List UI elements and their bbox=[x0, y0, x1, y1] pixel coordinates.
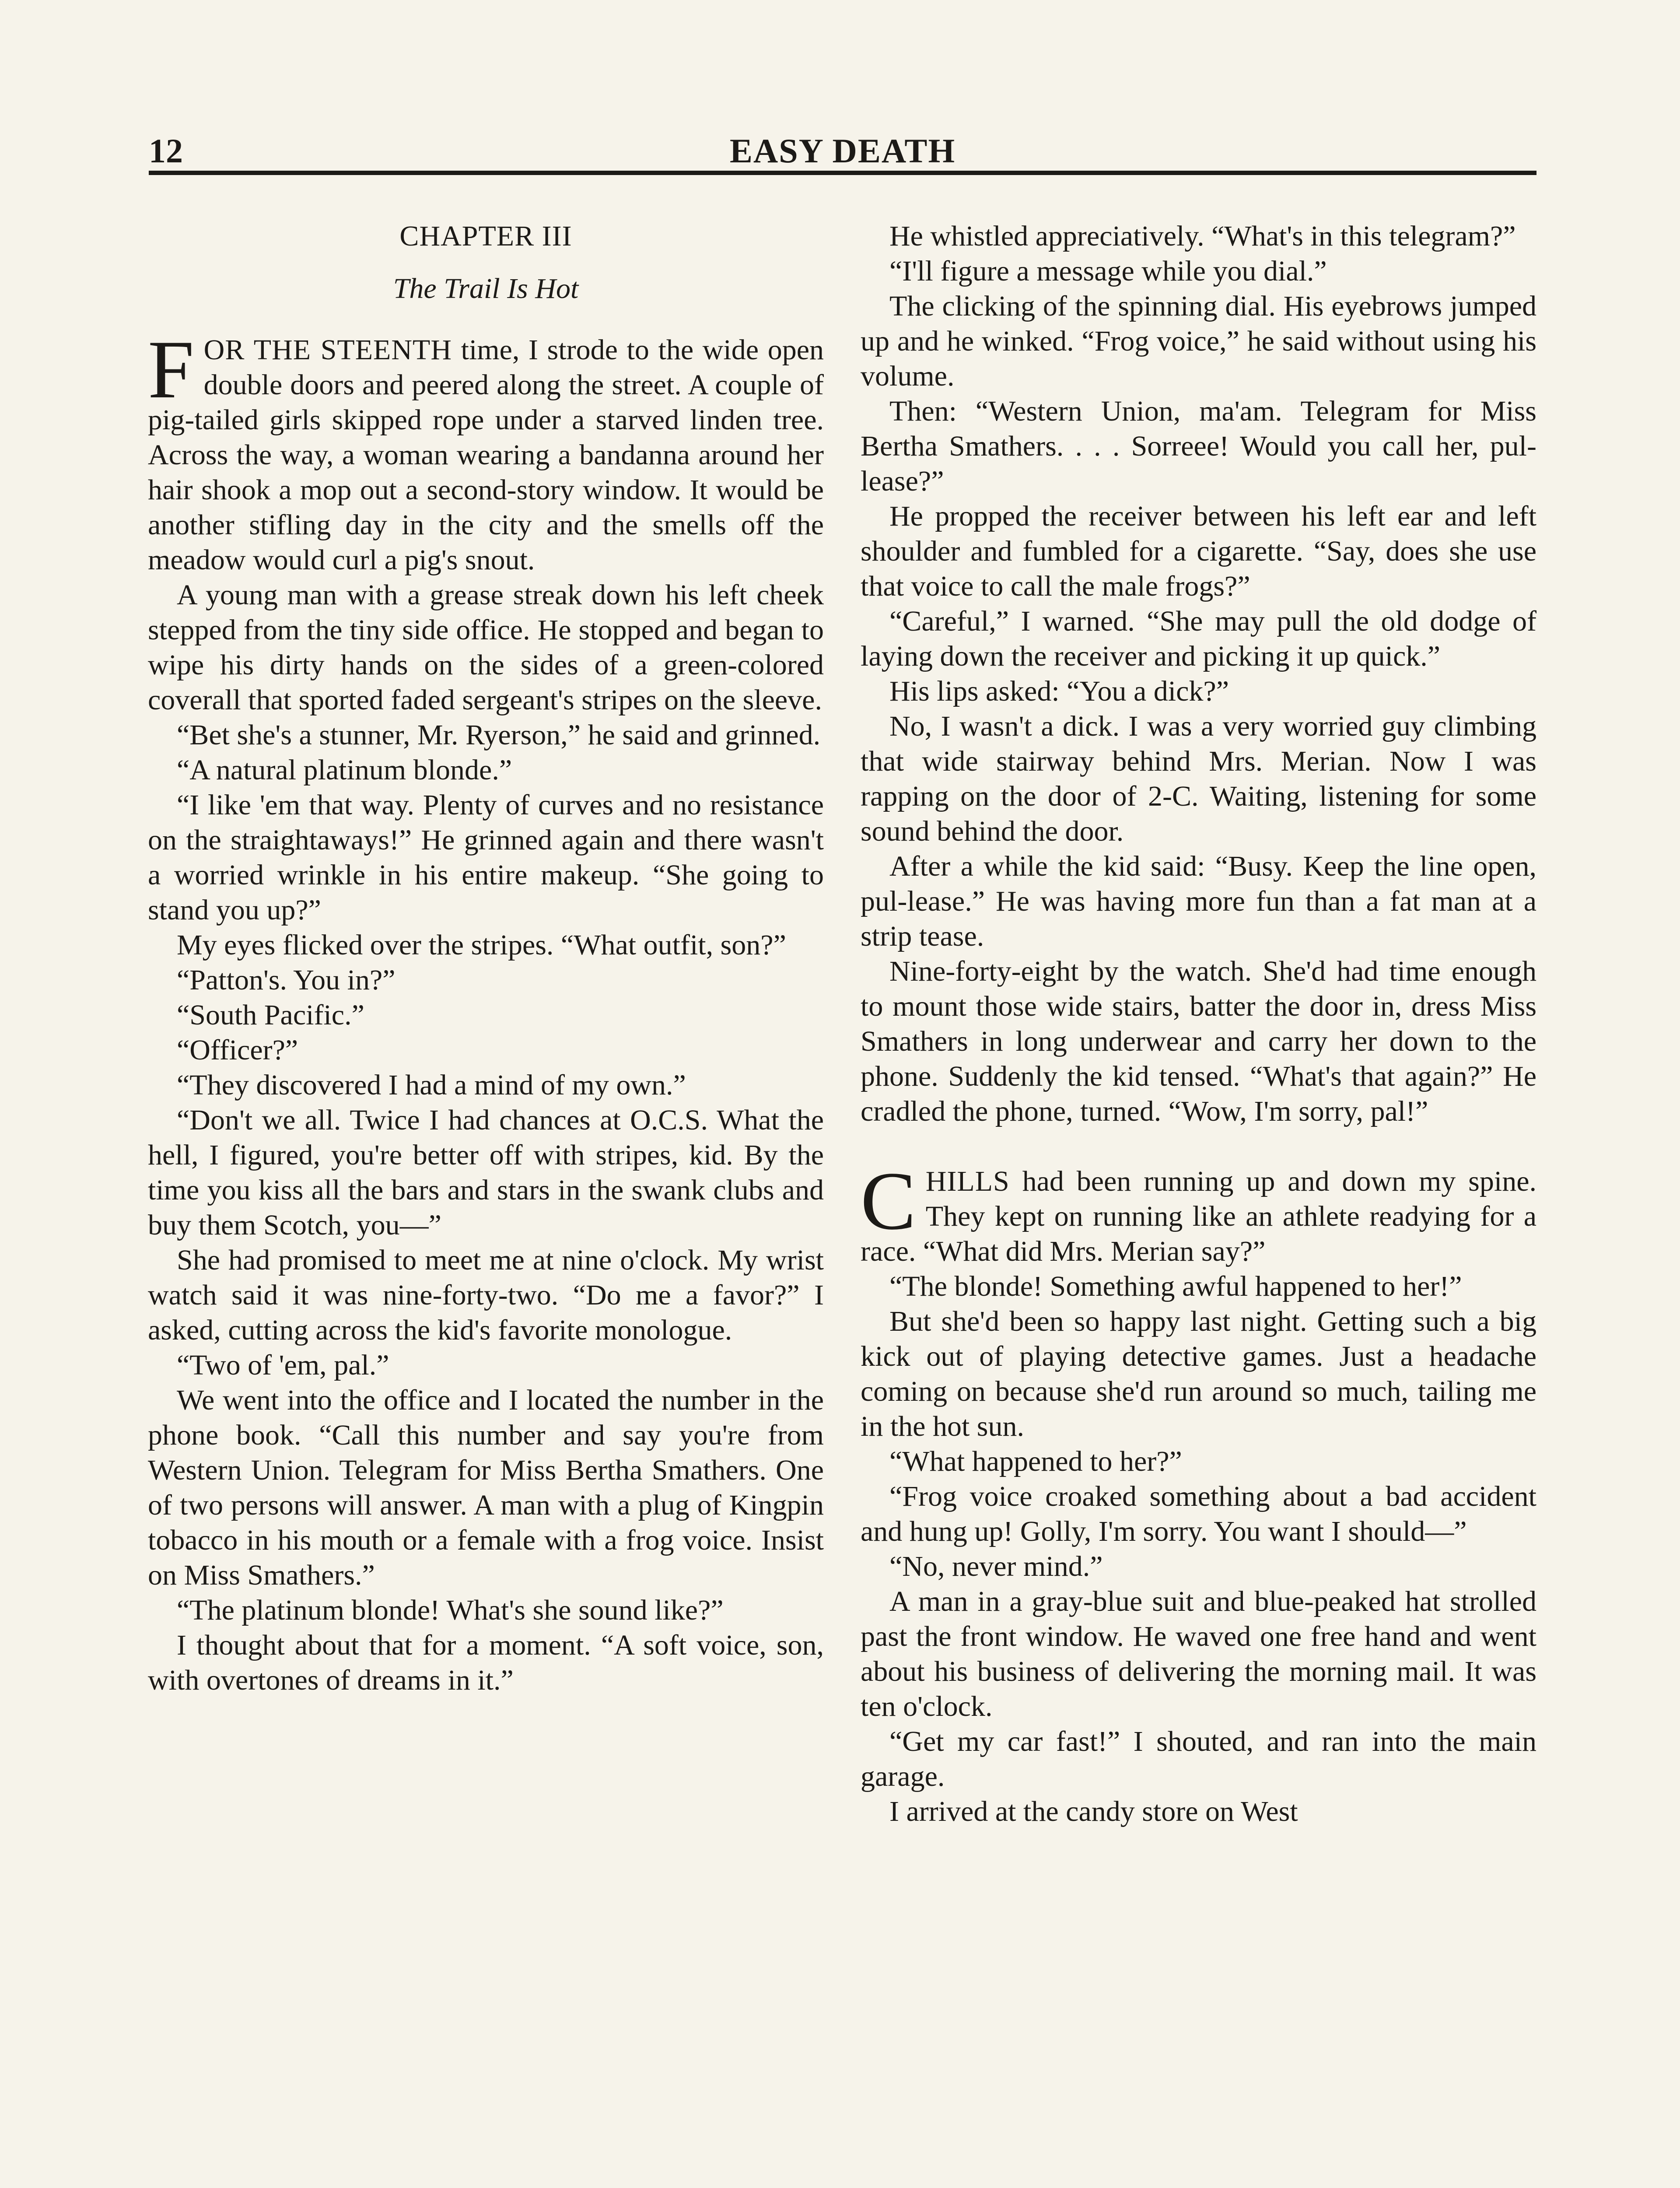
opening-paragraph bbox=[148, 324, 824, 578]
section-opening-lead: HILLS bbox=[925, 1165, 1010, 1197]
paragraph: “I like 'em that way. Plenty of curves and no resistance on the straightaways!” He grinned again and there wasn't a worried wrinkle in his entire makeup. “She going to stand you up?” bbox=[148, 789, 824, 926]
section-opening-text: had been running up and down my spine. They kept on running like an athlete readying for a race. “What did Mrs. Merian say?” bbox=[861, 1165, 1536, 1267]
opening-text: time, I strode to the wide open double doors and peered along the street. A couple of pig-tailed girls skipped rope under a starved linden tree. Across the way, a woman wearing a bandanna around her hair shook a mop out a second-story window. It would be another stifling day in the city and the smells off the meadow would curl a pig's snout. bbox=[148, 334, 824, 576]
page-number: 12 bbox=[149, 132, 183, 170]
paragraph: No, I wasn't a dick. I was a very worried guy climbing that wide stairway behind Mrs. Merian. Now I was rapping on the door of 2-C. Waiting, listening for some sound behind the door. bbox=[861, 710, 1536, 847]
paragraph: “The blonde! Something awful happened to her!” bbox=[889, 1270, 1462, 1302]
paragraph: The clicking of the spinning dial. His eyebrows jumped up and he winked. “Frog voice,” he said without using his volume. bbox=[861, 290, 1536, 392]
paragraph: “A natural platinum blonde.” bbox=[177, 754, 512, 786]
paragraph: Then: “Western Union, ma'am. Telegram for Miss Bertha Smathers. . . . Sorreee! Would you call her, pul-lease?” bbox=[861, 395, 1536, 497]
drop-cap: F bbox=[148, 324, 194, 416]
paragraph: My eyes flicked over the stripes. “What outfit, son?” bbox=[177, 929, 786, 961]
paragraph: He whistled appreciatively. “What's in this telegram?” bbox=[889, 220, 1516, 252]
chapter-subtitle: The Trail Is Hot bbox=[393, 273, 579, 305]
right-paragraphs-after bbox=[861, 1269, 1536, 1829]
paragraph: “I'll figure a message while you dial.” bbox=[889, 255, 1327, 287]
right-paragraphs bbox=[861, 219, 1536, 1129]
paragraph: “No, never mind.” bbox=[889, 1550, 1103, 1582]
paragraph: We went into the office and I located the number in the phone book. “Call this number and say you're from Western Union. Telegram for Miss Bertha Smathers. One of two persons will answer. A man with a plug of Kingpin tobacco in his mouth or a female with a frog voice. Insist on Miss Smathers.” bbox=[148, 1384, 824, 1591]
section-break bbox=[861, 1129, 1536, 1164]
paragraph: “Officer?” bbox=[177, 1034, 298, 1066]
paragraph: “Two of 'em, pal.” bbox=[177, 1349, 389, 1381]
paragraph: “Frog voice croaked something about a bad accident and hung up! Golly, I'm sorry. You want I should—” bbox=[861, 1480, 1536, 1547]
chapter-heading: CHAPTER III bbox=[399, 220, 572, 252]
paragraph: “South Pacific.” bbox=[177, 999, 364, 1031]
left-column bbox=[148, 219, 824, 1698]
paragraph: “The platinum blonde! What's she sound like?” bbox=[177, 1594, 724, 1626]
right-column bbox=[861, 219, 1536, 1829]
drop-cap: C bbox=[861, 1155, 916, 1247]
paragraph: Nine-forty-eight by the watch. She'd had time enough to mount those wide stairs, batter the door in, dress Miss Smathers in long underwear and carry her down to the phone. Suddenly the kid tensed. “What's that again?” He cradled the phone, turned. “Wow, I'm sorry, pal!” bbox=[861, 955, 1536, 1127]
paragraph: He propped the receiver between his left ear and left shoulder and fumbled for a cigarette. “Say, does she use that voice to call the male frogs?” bbox=[861, 500, 1536, 602]
paragraph: “Get my car fast!” I shouted, and ran into the main garage. bbox=[861, 1725, 1536, 1792]
opening-lead: OR THE STEENTH bbox=[203, 334, 452, 366]
paragraph: “Careful,” I warned. “She may pull the old dodge of laying down the receiver and picking it up quick.” bbox=[861, 605, 1536, 672]
paragraph: “What happened to her?” bbox=[889, 1445, 1182, 1477]
left-paragraphs bbox=[148, 578, 824, 1698]
paragraph: “They discovered I had a mind of my own.” bbox=[177, 1069, 686, 1101]
paragraph: I thought about that for a moment. “A soft voice, son, with overtones of dreams in it.” bbox=[148, 1629, 824, 1696]
page-header bbox=[149, 127, 1536, 175]
paragraph: His lips asked: “You a dick?” bbox=[889, 675, 1229, 707]
paragraph: A young man with a grease streak down his left cheek stepped from the tiny side office. He stopped and began to wipe his dirty hands on the sides of a green-colored coverall that sported faded sergeant's stripes on the sleeve. bbox=[148, 579, 824, 716]
paragraph: “Don't we all. Twice I had chances at O.C.S. What the hell, I figured, you're better off with stripes, kid. By the time you kiss all the bars and stars in the swank clubs and buy them Scotch, you—” bbox=[148, 1104, 824, 1241]
running-title: EASY DEATH bbox=[729, 132, 956, 170]
paragraph: “Bet she's a stunner, Mr. Ryerson,” he said and grinned. bbox=[177, 719, 821, 751]
paragraph: But she'd been so happy last night. Getting such a big kick out of playing detective games. Just a headache coming on because she'd run around so much, tailing me in the hot sun. bbox=[861, 1305, 1536, 1442]
paragraph: She had promised to meet me at nine o'clock. My wrist watch said it was nine-forty-two. “Do me a favor?” I asked, cutting across the kid's favorite monologue. bbox=[148, 1244, 824, 1346]
section-opening-paragraph bbox=[861, 1155, 1536, 1269]
paragraph: “Patton's. You in?” bbox=[177, 964, 396, 996]
paragraph: After a while the kid said: “Busy. Keep the line open, pul-lease.” He was having more fun than a fat man at a strip tease. bbox=[861, 850, 1536, 952]
paragraph: I arrived at the candy store on West bbox=[889, 1795, 1298, 1827]
paragraph: A man in a gray-blue suit and blue-peaked hat strolled past the front window. He waved one free hand and went about his business of delivering the morning mail. It was ten o'clock. bbox=[861, 1585, 1536, 1722]
